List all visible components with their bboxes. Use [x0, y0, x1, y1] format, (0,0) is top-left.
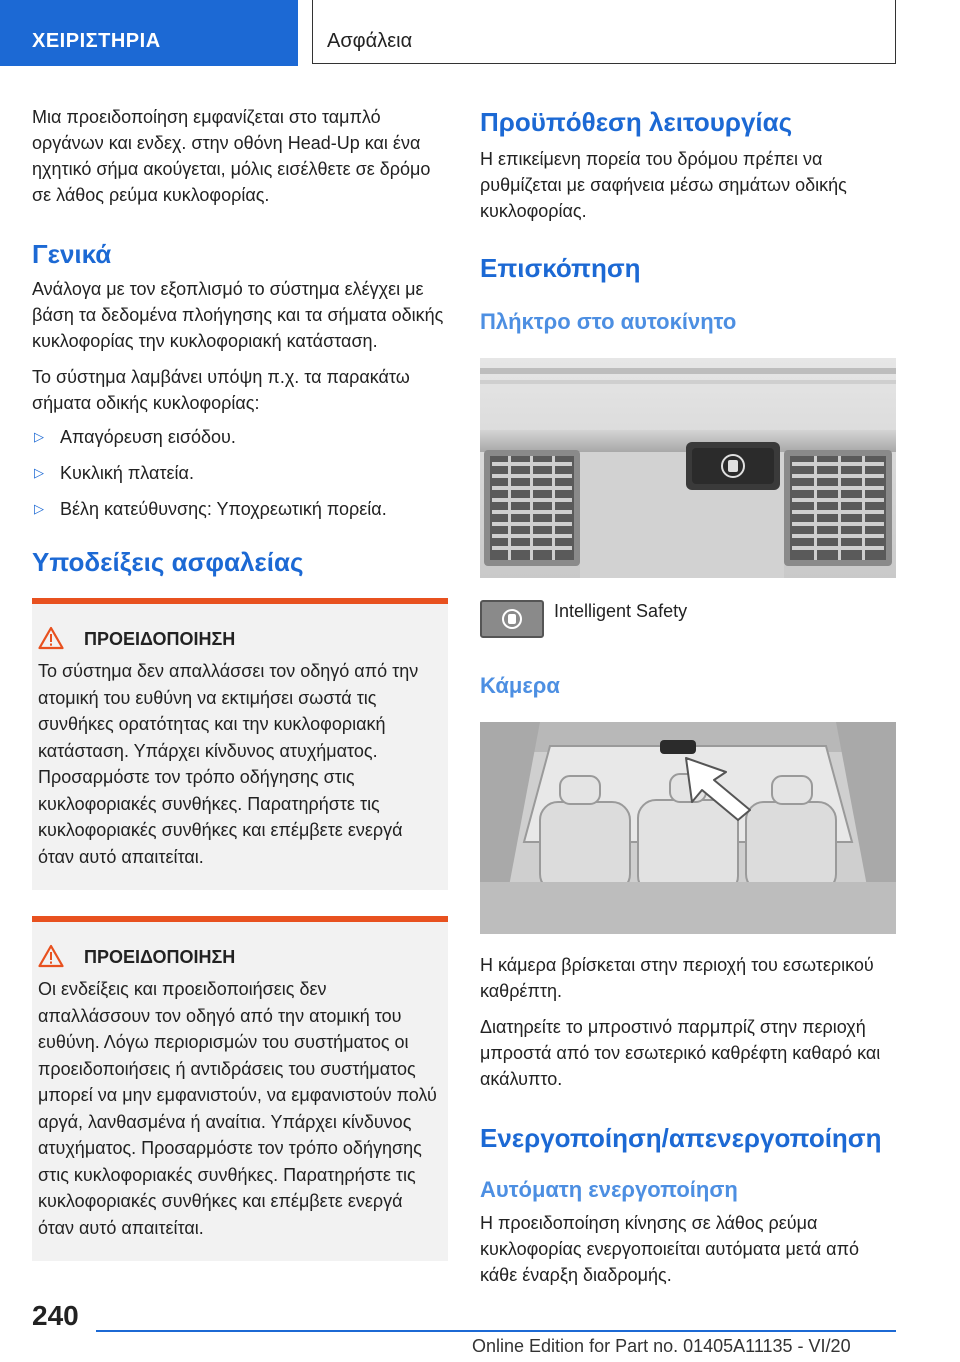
auto-activation-paragraph: Η προειδοποίηση κίνησης σε λάθος ρεύμα κυκλοφορίας ενεργοποιείται αυτόματα μετά από κάθε έναρξη διαδρομής.: [480, 1213, 859, 1285]
camera-paragraph-1: Η κάμερα βρίσκεται στην περιοχή του εσωτερικού καθρέπτη.: [480, 955, 874, 1001]
general-paragraph-1: Ανάλογα με τον εξοπλισμό το σύστημα ελέγχει με βάση τα δεδομένα πλοήγησης και τα σήματα οδικής κυκλοφορίας την κυκλοφοριακή κατάσταση.: [32, 279, 444, 351]
list-item: ▷ Απαγόρευση εισόδου.: [32, 424, 448, 450]
prerequisite-paragraph: Η επικείμενη πορεία του δρόμου πρέπει να ρυθμίζεται με σαφήνεια μέσω σημάτων οδικής κυκλοφορίας.: [480, 149, 847, 221]
camera-location-image: [480, 722, 896, 934]
camera-illustration: [480, 722, 896, 934]
footer-divider: [96, 1330, 896, 1332]
intelligent-safety-icon-glyph: [482, 602, 542, 636]
list-item: ▷ Βέλη κατεύθυνσης: Υποχρεωτική πορεία.: [32, 496, 448, 522]
chapter-title: Ασφάλεια: [312, 0, 896, 64]
dashboard-button-image: [480, 358, 896, 578]
general-paragraph-2: Το σύστημα λαμβάνει υπόψη π.χ. τα παρακάτω σήματα οδικής κυκλοφορίας:: [32, 367, 410, 413]
general-heading: Γενικά: [32, 239, 112, 269]
warning-box-1: [32, 598, 448, 890]
warning-triangle-icon: [38, 944, 64, 968]
triangle-right-icon: ▷: [34, 501, 44, 516]
list-item: ▷ Κυκλική πλατεία.: [32, 460, 448, 486]
warning-title: ΠΡΟΕΙΔΟΠΟΙΗΣΗ: [32, 944, 448, 970]
warning-text: Οι ενδείξεις και προειδοποιήσεις δεν απαλλάσσουν τον οδηγό από την ατομική του ευθύνη. Λόγω περιορισμών του συστήματος οι προειδοποιήσεις ή αντιδράσεις του συστήματος μπορεί να μην εμφανιστούν, να εμφανιστούν πολύ αργά, λανθασμένα ή αναίτια. Υπάρχει κίνδυνος ατυχήματος. Προσαρμόστε τον τρόπο οδήγησης στις κυκλοφοριακές συνθήκες. Παρατηρήστε τις κυκλοφοριακές συνθήκες και επέμβετε ενεργά όταν αυτό απαιτείται.: [38, 979, 437, 1238]
intro-paragraph: Μια προειδοποίηση εμφανίζεται στο ταμπλό οργάνων και ενδεχ. στην οθόνη Head-Up και ένα ηχητικό σήμα ακούγεται, μόλις εισέλθετε σε δρόμο σε λάθος ρεύμα κυκλοφορίας.: [32, 107, 431, 205]
overview-heading: Επισκόπηση: [480, 253, 641, 283]
camera-heading: Κάμερα: [480, 673, 560, 698]
warning-triangle-icon: [38, 626, 64, 650]
sign-list: [32, 424, 448, 522]
right-column: [480, 98, 896, 1288]
page-number: 240: [32, 1300, 79, 1331]
camera-paragraph-2: Διατηρείτε το μπροστινό παρμπρίζ στην περιοχή μπροστά από τον εσωτερικό καθρέφτη καθαρό και ακάλυπτο.: [480, 1017, 881, 1089]
activation-heading: Ενεργοποίηση/απενεργοποίηση: [480, 1123, 882, 1153]
triangle-right-icon: ▷: [34, 429, 44, 444]
warning-title: ΠΡΟΕΙΔΟΠΟΙΗΣΗ: [32, 626, 448, 652]
button-illustration: [480, 358, 896, 578]
button-label: Intelligent Safety: [554, 601, 688, 621]
edition-text: Online Edition for Part no. 01405A11135 - VI/20: [472, 1336, 851, 1356]
warning-text: Το σύστημα δεν απαλλάσσει τον οδηγό από την ατομική του ευθύνη να εκτιμήσει σωστά τις συνθήκες ορατότητας και την κυκλοφοριακή κατάσταση. Υπάρχει κίνδυνος ατυχήματος. Προσαρμόστε τον τρόπο οδήγησης στις κυκλοφοριακές συνθήκες. Παρατηρήστε τις κυκλοφοριακές συνθήκες και επέμβετε ενεργά όταν αυτό απαιτείται.: [38, 661, 419, 867]
auto-activation-heading: Αυτόματη ενεργοποίηση: [480, 1177, 738, 1202]
button-heading: Πλήκτρο στο αυτοκίνητο: [480, 309, 737, 334]
intelligent-safety-icon: [480, 600, 544, 638]
triangle-right-icon: ▷: [34, 465, 44, 480]
left-column: [32, 98, 448, 1261]
warning-box-2: [32, 916, 448, 1261]
safety-heading: Υποδείξεις ασφαλείας: [32, 547, 304, 577]
section-tab: ΧΕΙΡΙΣΤΗΡΙΑ: [0, 0, 298, 66]
prerequisite-heading: Προϋπόθεση λειτουργίας: [480, 107, 793, 137]
button-legend: [480, 598, 896, 640]
page-header: [0, 0, 960, 66]
